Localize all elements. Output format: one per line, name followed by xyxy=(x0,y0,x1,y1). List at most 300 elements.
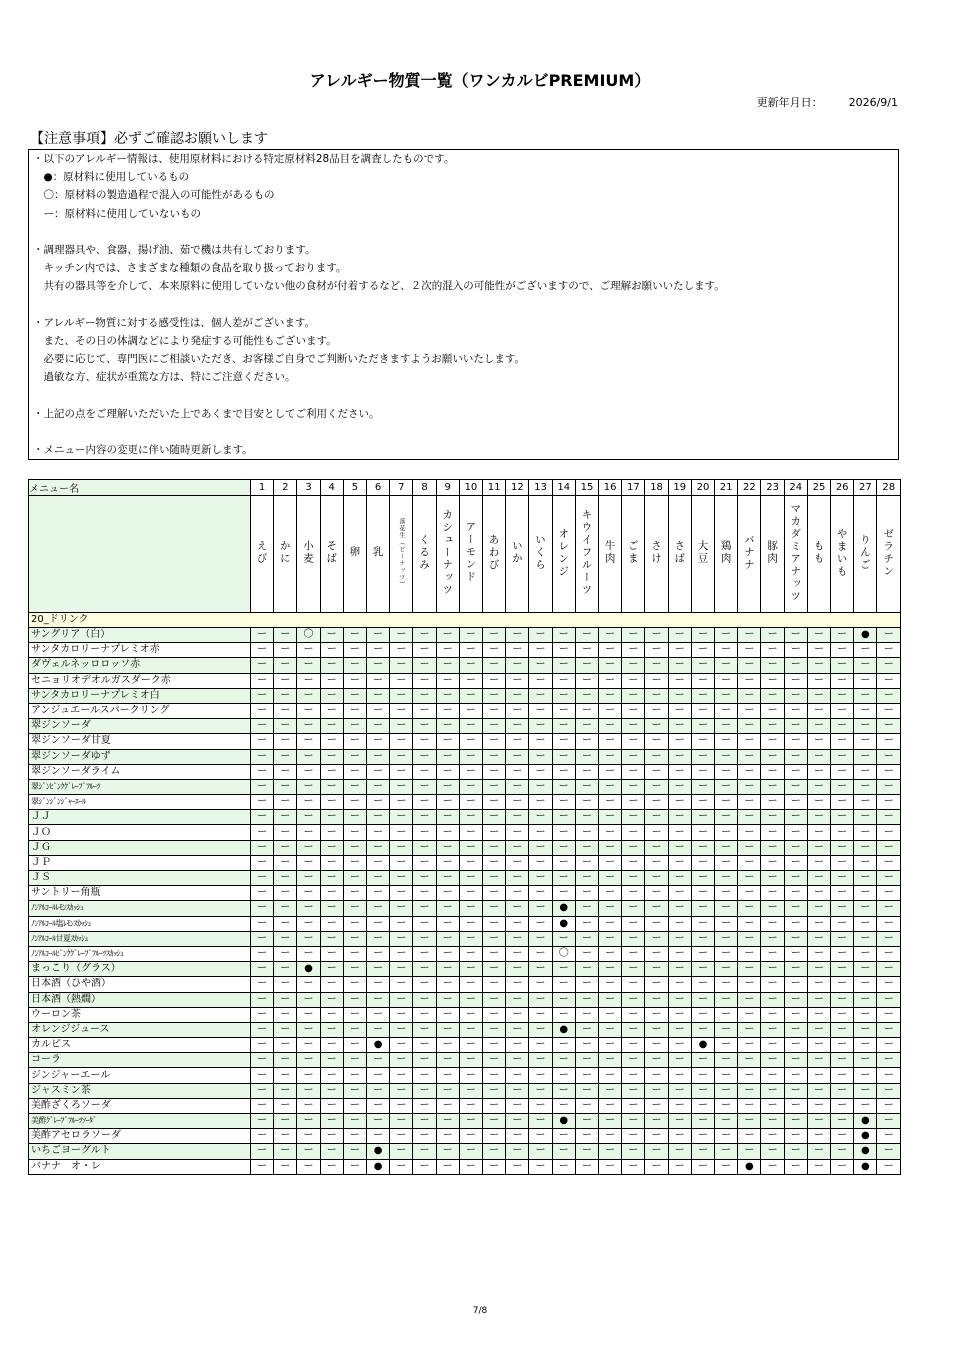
allergen-none-mark: ー xyxy=(738,779,761,794)
allergen-none-mark: ー xyxy=(784,764,807,779)
allergen-none-mark: ー xyxy=(854,977,877,992)
allergen-none-mark: ー xyxy=(483,1068,506,1083)
allergen-none-mark: ー xyxy=(761,886,784,901)
allergen-none-mark: ー xyxy=(529,1159,552,1174)
allergen-none-mark: ー xyxy=(854,795,877,810)
allergen-none-mark: ー xyxy=(274,810,297,825)
allergen-none-mark: ー xyxy=(251,658,274,673)
allergen-none-mark: ー xyxy=(529,658,552,673)
allergen-none-mark: ー xyxy=(738,916,761,931)
allergen-none-mark: ー xyxy=(831,628,854,643)
allergen-none-mark: ー xyxy=(552,779,575,794)
allergen-none-mark: ー xyxy=(436,901,459,916)
allergen-none-mark: ー xyxy=(483,658,506,673)
allergen-none-mark: ー xyxy=(599,855,622,870)
allergen-none-mark: ー xyxy=(343,673,366,688)
allergen-none-mark: ー xyxy=(343,764,366,779)
allergen-none-mark: ー xyxy=(761,734,784,749)
allergen-none-mark: ー xyxy=(390,658,413,673)
allergen-none-mark: ー xyxy=(575,795,598,810)
menu-name: ﾉﾝｱﾙｺｰﾙﾋﾟﾝｸｸﾞﾚｰﾌﾟﾌﾙｰﾂｽｶｯｼｭ xyxy=(29,946,251,961)
allergen-none-mark: ー xyxy=(529,871,552,886)
allergen-name: あわび xyxy=(487,533,500,572)
allergen-none-mark: ー xyxy=(691,628,714,643)
allergen-none-mark: ー xyxy=(436,1114,459,1129)
allergen-none-mark: ー xyxy=(367,931,390,946)
allergen-none-mark: ー xyxy=(320,764,343,779)
allergen-none-mark: ー xyxy=(529,855,552,870)
allergen-none-mark: ー xyxy=(529,703,552,718)
allergen-none-mark: ー xyxy=(854,1068,877,1083)
table-row xyxy=(29,719,901,734)
allergen-none-mark: ー xyxy=(320,992,343,1007)
allergen-none-mark: ー xyxy=(459,962,482,977)
allergen-none-mark: ー xyxy=(390,628,413,643)
allergen-none-mark: ー xyxy=(459,1038,482,1053)
allergen-none-mark: ー xyxy=(436,810,459,825)
allergen-none-mark: ー xyxy=(506,628,529,643)
allergen-none-mark: ー xyxy=(807,1022,830,1037)
allergen-none-mark: ー xyxy=(599,810,622,825)
allergen-none-mark: ー xyxy=(761,764,784,779)
menu-name: 翠ジンソーダライム xyxy=(29,764,251,779)
allergen-none-mark: ー xyxy=(459,749,482,764)
updated-label: 更新年月日： xyxy=(756,96,823,109)
allergen-none-mark: ー xyxy=(390,643,413,658)
allergen-none-mark: ー xyxy=(575,1083,598,1098)
allergen-name-cell xyxy=(738,496,761,613)
allergen-none-mark: ー xyxy=(738,855,761,870)
allergen-none-mark: ー xyxy=(622,688,645,703)
allergen-none-mark: ー xyxy=(297,840,320,855)
allergen-none-mark: ー xyxy=(483,764,506,779)
menu-name: 美酢ざくろソーダ xyxy=(29,1098,251,1113)
allergen-none-mark: ー xyxy=(784,992,807,1007)
allergen-none-mark: ー xyxy=(599,946,622,961)
allergen-none-mark: ー xyxy=(784,703,807,718)
table-row xyxy=(29,795,901,810)
allergen-none-mark: ー xyxy=(506,658,529,673)
allergen-none-mark: ー xyxy=(529,840,552,855)
allergen-none-mark: ー xyxy=(459,703,482,718)
allergen-none-mark: ー xyxy=(413,764,436,779)
allergen-none-mark: ー xyxy=(807,628,830,643)
allergen-none-mark: ー xyxy=(483,688,506,703)
allergen-none-mark: ー xyxy=(645,1144,668,1159)
notice-line: 〇：原材料の製造過程で混入の可能性があるもの xyxy=(33,189,275,202)
allergen-none-mark: ー xyxy=(274,795,297,810)
allergen-none-mark: ー xyxy=(436,962,459,977)
allergen-none-mark: ー xyxy=(506,1053,529,1068)
allergen-none-mark: ー xyxy=(483,703,506,718)
allergen-number: 21 xyxy=(715,480,738,496)
allergen-number: 15 xyxy=(575,480,598,496)
allergen-none-mark: ー xyxy=(599,673,622,688)
allergen-none-mark: ー xyxy=(297,1114,320,1129)
allergen-none-mark: ー xyxy=(668,658,691,673)
allergen-none-mark: ー xyxy=(552,1098,575,1113)
allergen-none-mark: ー xyxy=(367,719,390,734)
allergen-none-mark: ー xyxy=(436,946,459,961)
allergen-none-mark: ー xyxy=(390,719,413,734)
allergen-none-mark: ー xyxy=(575,1038,598,1053)
allergen-none-mark: ー xyxy=(807,855,830,870)
allergen-none-mark: ー xyxy=(320,871,343,886)
table-row xyxy=(29,855,901,870)
allergen-none-mark: ー xyxy=(529,1053,552,1068)
allergen-none-mark: ー xyxy=(251,916,274,931)
allergen-none-mark: ー xyxy=(645,1068,668,1083)
allergen-none-mark: ー xyxy=(622,749,645,764)
allergen-none-mark: ー xyxy=(854,1022,877,1037)
allergen-none-mark: ー xyxy=(761,749,784,764)
allergen-none-mark: ー xyxy=(390,1053,413,1068)
allergen-none-mark: ー xyxy=(274,779,297,794)
allergen-none-mark: ー xyxy=(877,703,901,718)
allergen-none-mark: ー xyxy=(645,628,668,643)
allergen-none-mark: ー xyxy=(715,673,738,688)
allergen-none-mark: ー xyxy=(715,1053,738,1068)
allergen-none-mark: ー xyxy=(877,886,901,901)
allergen-none-mark: ー xyxy=(831,946,854,961)
allergen-none-mark: ー xyxy=(506,749,529,764)
allergen-none-mark: ー xyxy=(668,810,691,825)
allergen-none-mark: ー xyxy=(506,810,529,825)
allergen-name-cell xyxy=(251,496,274,613)
allergen-none-mark: ー xyxy=(761,901,784,916)
allergen-none-mark: ー xyxy=(784,840,807,855)
allergen-none-mark: ー xyxy=(251,871,274,886)
allergen-none-mark: ー xyxy=(436,840,459,855)
allergen-none-mark: ー xyxy=(645,673,668,688)
allergen-none-mark: ー xyxy=(274,1144,297,1159)
allergen-none-mark: ー xyxy=(738,643,761,658)
allergen-name-cell xyxy=(854,496,877,613)
allergen-none-mark: ー xyxy=(483,1038,506,1053)
allergen-none-mark: ー xyxy=(297,992,320,1007)
allergen-name-cell xyxy=(506,496,529,613)
menu-name: サンタカロリーナプレミオ白 xyxy=(29,688,251,703)
allergen-none-mark: ー xyxy=(297,977,320,992)
allergen-none-mark: ー xyxy=(691,1129,714,1144)
allergen-none-mark: ー xyxy=(251,1159,274,1174)
allergen-none-mark: ー xyxy=(691,1114,714,1129)
allergen-none-mark: ー xyxy=(483,871,506,886)
allergen-none-mark: ー xyxy=(784,795,807,810)
notice-line xyxy=(33,296,898,314)
allergen-name-cell xyxy=(274,496,297,613)
allergen-none-mark: ー xyxy=(575,810,598,825)
allergen-none-mark: ー xyxy=(506,946,529,961)
allergen-none-mark: ー xyxy=(529,946,552,961)
allergen-none-mark: ー xyxy=(483,1159,506,1174)
allergen-none-mark: ー xyxy=(599,840,622,855)
allergen-none-mark: ー xyxy=(691,840,714,855)
allergen-none-mark: ー xyxy=(436,1038,459,1053)
allergen-none-mark: ー xyxy=(390,901,413,916)
allergen-none-mark: ー xyxy=(436,931,459,946)
allergen-none-mark: ー xyxy=(320,946,343,961)
allergen-number-row xyxy=(29,480,901,496)
allergen-none-mark: ー xyxy=(622,719,645,734)
allergen-none-mark: ー xyxy=(343,1038,366,1053)
allergen-none-mark: ー xyxy=(738,658,761,673)
allergen-none-mark: ー xyxy=(251,810,274,825)
allergen-none-mark: ー xyxy=(645,1053,668,1068)
allergen-none-mark: ー xyxy=(506,1098,529,1113)
allergen-none-mark: ー xyxy=(436,1068,459,1083)
allergen-none-mark: ー xyxy=(413,855,436,870)
allergen-none-mark: ー xyxy=(274,1038,297,1053)
allergen-none-mark: ー xyxy=(436,703,459,718)
allergen-none-mark: ー xyxy=(831,764,854,779)
allergen-none-mark: ー xyxy=(645,1007,668,1022)
allergen-none-mark: ー xyxy=(251,1038,274,1053)
allergen-none-mark: ー xyxy=(807,673,830,688)
allergen-none-mark: ー xyxy=(251,1129,274,1144)
allergen-none-mark: ー xyxy=(575,977,598,992)
allergen-none-mark: ー xyxy=(506,1114,529,1129)
allergen-none-mark: ー xyxy=(575,673,598,688)
allergen-none-mark: ー xyxy=(715,1038,738,1053)
allergen-none-mark: ー xyxy=(854,855,877,870)
allergen-mark: ● xyxy=(691,1038,714,1053)
allergen-none-mark: ー xyxy=(715,628,738,643)
allergen-none-mark: ー xyxy=(854,916,877,931)
allergen-none-mark: ー xyxy=(413,688,436,703)
allergen-none-mark: ー xyxy=(691,779,714,794)
allergen-none-mark: ー xyxy=(784,779,807,794)
allergen-none-mark: ー xyxy=(274,962,297,977)
table-row xyxy=(29,779,901,794)
allergen-none-mark: ー xyxy=(320,1053,343,1068)
allergen-none-mark: ー xyxy=(622,779,645,794)
allergen-none-mark: ー xyxy=(761,855,784,870)
allergen-number: 10 xyxy=(459,480,482,496)
allergen-none-mark: ー xyxy=(877,1038,901,1053)
allergen-none-mark: ー xyxy=(343,931,366,946)
allergen-none-mark: ー xyxy=(367,825,390,840)
allergen-name-cell xyxy=(715,496,738,613)
allergen-none-mark: ー xyxy=(622,855,645,870)
allergen-none-mark: ー xyxy=(390,992,413,1007)
allergen-none-mark: ー xyxy=(854,886,877,901)
menu-name: オレンジジュース xyxy=(29,1022,251,1037)
menu-name: サンタカロリーナプレミオ赤 xyxy=(29,643,251,658)
allergen-none-mark: ー xyxy=(274,840,297,855)
allergen-none-mark: ー xyxy=(274,688,297,703)
allergen-none-mark: ー xyxy=(831,810,854,825)
allergen-none-mark: ー xyxy=(645,734,668,749)
allergen-none-mark: ー xyxy=(320,962,343,977)
allergen-none-mark: ー xyxy=(575,1114,598,1129)
allergen-none-mark: ー xyxy=(367,673,390,688)
allergen-none-mark: ー xyxy=(506,1038,529,1053)
allergen-none-mark: ー xyxy=(459,1007,482,1022)
allergen-none-mark: ー xyxy=(622,1129,645,1144)
allergen-none-mark: ー xyxy=(784,946,807,961)
allergen-none-mark: ー xyxy=(436,1053,459,1068)
allergen-none-mark: ー xyxy=(831,840,854,855)
allergen-none-mark: ー xyxy=(297,855,320,870)
allergen-none-mark: ー xyxy=(251,855,274,870)
allergen-none-mark: ー xyxy=(715,1083,738,1098)
allergen-none-mark: ー xyxy=(552,840,575,855)
allergen-none-mark: ー xyxy=(297,1022,320,1037)
allergen-number: 25 xyxy=(807,480,830,496)
allergen-none-mark: ー xyxy=(831,1114,854,1129)
allergen-none-mark: ー xyxy=(483,749,506,764)
allergen-none-mark: ー xyxy=(715,734,738,749)
allergen-none-mark: ー xyxy=(784,977,807,992)
allergen-none-mark: ー xyxy=(599,916,622,931)
allergen-none-mark: ー xyxy=(691,1083,714,1098)
allergen-none-mark: ー xyxy=(599,1022,622,1037)
allergen-none-mark: ー xyxy=(274,855,297,870)
allergen-none-mark: ー xyxy=(413,749,436,764)
allergen-none-mark: ー xyxy=(483,628,506,643)
allergen-none-mark: ー xyxy=(807,1068,830,1083)
allergen-none-mark: ー xyxy=(343,1098,366,1113)
allergen-none-mark: ー xyxy=(575,703,598,718)
allergen-none-mark: ー xyxy=(274,628,297,643)
allergen-none-mark: ー xyxy=(622,871,645,886)
allergen-none-mark: ー xyxy=(552,795,575,810)
allergen-none-mark: ー xyxy=(761,962,784,977)
allergen-none-mark: ー xyxy=(506,673,529,688)
allergen-none-mark: ー xyxy=(297,1129,320,1144)
allergen-none-mark: ー xyxy=(831,886,854,901)
allergen-none-mark: ー xyxy=(343,658,366,673)
allergen-none-mark: ー xyxy=(506,1007,529,1022)
allergen-none-mark: ー xyxy=(761,977,784,992)
menu-name: 翠ジンソーダゆず xyxy=(29,749,251,764)
allergen-none-mark: ー xyxy=(831,1144,854,1159)
allergen-none-mark: ー xyxy=(506,1144,529,1159)
allergen-number: 23 xyxy=(761,480,784,496)
allergen-none-mark: ー xyxy=(274,1129,297,1144)
allergen-none-mark: ー xyxy=(668,749,691,764)
allergen-none-mark: ー xyxy=(390,855,413,870)
allergen-none-mark: ー xyxy=(854,734,877,749)
allergen-none-mark: ー xyxy=(552,673,575,688)
allergen-none-mark: ー xyxy=(552,749,575,764)
allergen-none-mark: ー xyxy=(367,1114,390,1129)
allergen-none-mark: ー xyxy=(738,810,761,825)
allergen-name: 乳 xyxy=(371,546,384,559)
allergen-none-mark: ー xyxy=(761,673,784,688)
allergen-none-mark: ー xyxy=(877,810,901,825)
allergen-none-mark: ー xyxy=(738,871,761,886)
table-row xyxy=(29,886,901,901)
allergen-name: やまいも xyxy=(835,527,848,578)
allergen-name-cell xyxy=(483,496,506,613)
allergen-name: いくら xyxy=(534,533,547,572)
allergen-none-mark: ー xyxy=(343,901,366,916)
table-row xyxy=(29,658,901,673)
allergen-none-mark: ー xyxy=(343,1159,366,1174)
allergen-none-mark: ー xyxy=(575,1144,598,1159)
table-row xyxy=(29,1144,901,1159)
allergen-none-mark: ー xyxy=(599,779,622,794)
allergen-none-mark: ー xyxy=(807,840,830,855)
allergen-none-mark: ー xyxy=(297,1083,320,1098)
allergen-number: 18 xyxy=(645,480,668,496)
notice-line: 過敏な方、症状が重篤な方は、特にご注意ください。 xyxy=(33,371,296,384)
allergen-number: 3 xyxy=(297,480,320,496)
menu-name: 翠ｼﾞﾝﾋﾟﾝｸｸﾞﾚｰﾌﾟﾌﾙｰﾂ xyxy=(29,779,251,794)
allergen-number: 19 xyxy=(668,480,691,496)
allergen-none-mark: ー xyxy=(552,1144,575,1159)
allergen-none-mark: ー xyxy=(506,840,529,855)
allergen-none-mark: ー xyxy=(529,1068,552,1083)
allergen-none-mark: ー xyxy=(784,643,807,658)
allergen-none-mark: ー xyxy=(691,946,714,961)
allergen-none-mark: ー xyxy=(343,628,366,643)
allergen-name: 卵 xyxy=(348,546,361,559)
allergen-none-mark: ー xyxy=(575,901,598,916)
allergen-number: 28 xyxy=(877,480,901,496)
allergen-none-mark: ー xyxy=(436,688,459,703)
allergen-none-mark: ー xyxy=(390,1159,413,1174)
allergen-none-mark: ー xyxy=(622,962,645,977)
allergen-none-mark: ー xyxy=(343,855,366,870)
allergen-name: くるみ xyxy=(418,533,431,572)
allergen-mark: ● xyxy=(854,1129,877,1144)
allergen-none-mark: ー xyxy=(807,1007,830,1022)
allergen-none-mark: ー xyxy=(761,1144,784,1159)
allergen-none-mark: ー xyxy=(645,1038,668,1053)
allergen-none-mark: ー xyxy=(506,1129,529,1144)
notice-line: 必要に応じて、専門医にご相談いただき、お客様ご自身でご判断いただきますようお願いいたします。 xyxy=(33,353,526,366)
allergen-none-mark: ー xyxy=(529,810,552,825)
allergen-none-mark: ー xyxy=(831,1022,854,1037)
allergen-none-mark: ー xyxy=(807,886,830,901)
allergen-none-mark: ー xyxy=(320,1159,343,1174)
menu-name: ダヴェルネッロロッソ赤 xyxy=(29,658,251,673)
allergen-name: マカダミアナッツ xyxy=(789,502,802,603)
table-row xyxy=(29,1038,901,1053)
allergen-none-mark: ー xyxy=(343,886,366,901)
allergen-none-mark: ー xyxy=(877,749,901,764)
menu-name: アンジュエールスパークリング xyxy=(29,703,251,718)
allergen-none-mark: ー xyxy=(390,977,413,992)
allergen-none-mark: ー xyxy=(645,1159,668,1174)
allergen-none-mark: ー xyxy=(390,946,413,961)
allergen-none-mark: ー xyxy=(668,764,691,779)
allergen-none-mark: ー xyxy=(506,855,529,870)
allergen-none-mark: ー xyxy=(645,992,668,1007)
allergen-none-mark: ー xyxy=(877,977,901,992)
allergen-none-mark: ー xyxy=(738,1098,761,1113)
allergen-none-mark: ー xyxy=(529,764,552,779)
allergen-number: 14 xyxy=(552,480,575,496)
allergen-none-mark: ー xyxy=(251,719,274,734)
allergen-none-mark: ー xyxy=(807,825,830,840)
allergen-none-mark: ー xyxy=(320,703,343,718)
allergen-none-mark: ー xyxy=(413,1053,436,1068)
menu-name: バナナ オ・レ xyxy=(29,1159,251,1174)
allergen-none-mark: ー xyxy=(668,719,691,734)
allergen-none-mark: ー xyxy=(529,825,552,840)
allergen-name: 落花生（ピーナッツ） xyxy=(397,517,405,588)
allergen-none-mark: ー xyxy=(599,992,622,1007)
allergen-none-mark: ー xyxy=(529,1038,552,1053)
allergen-none-mark: ー xyxy=(645,1098,668,1113)
allergen-none-mark: ー xyxy=(506,643,529,658)
allergen-none-mark: ー xyxy=(622,1022,645,1037)
allergen-none-mark: ー xyxy=(599,1114,622,1129)
